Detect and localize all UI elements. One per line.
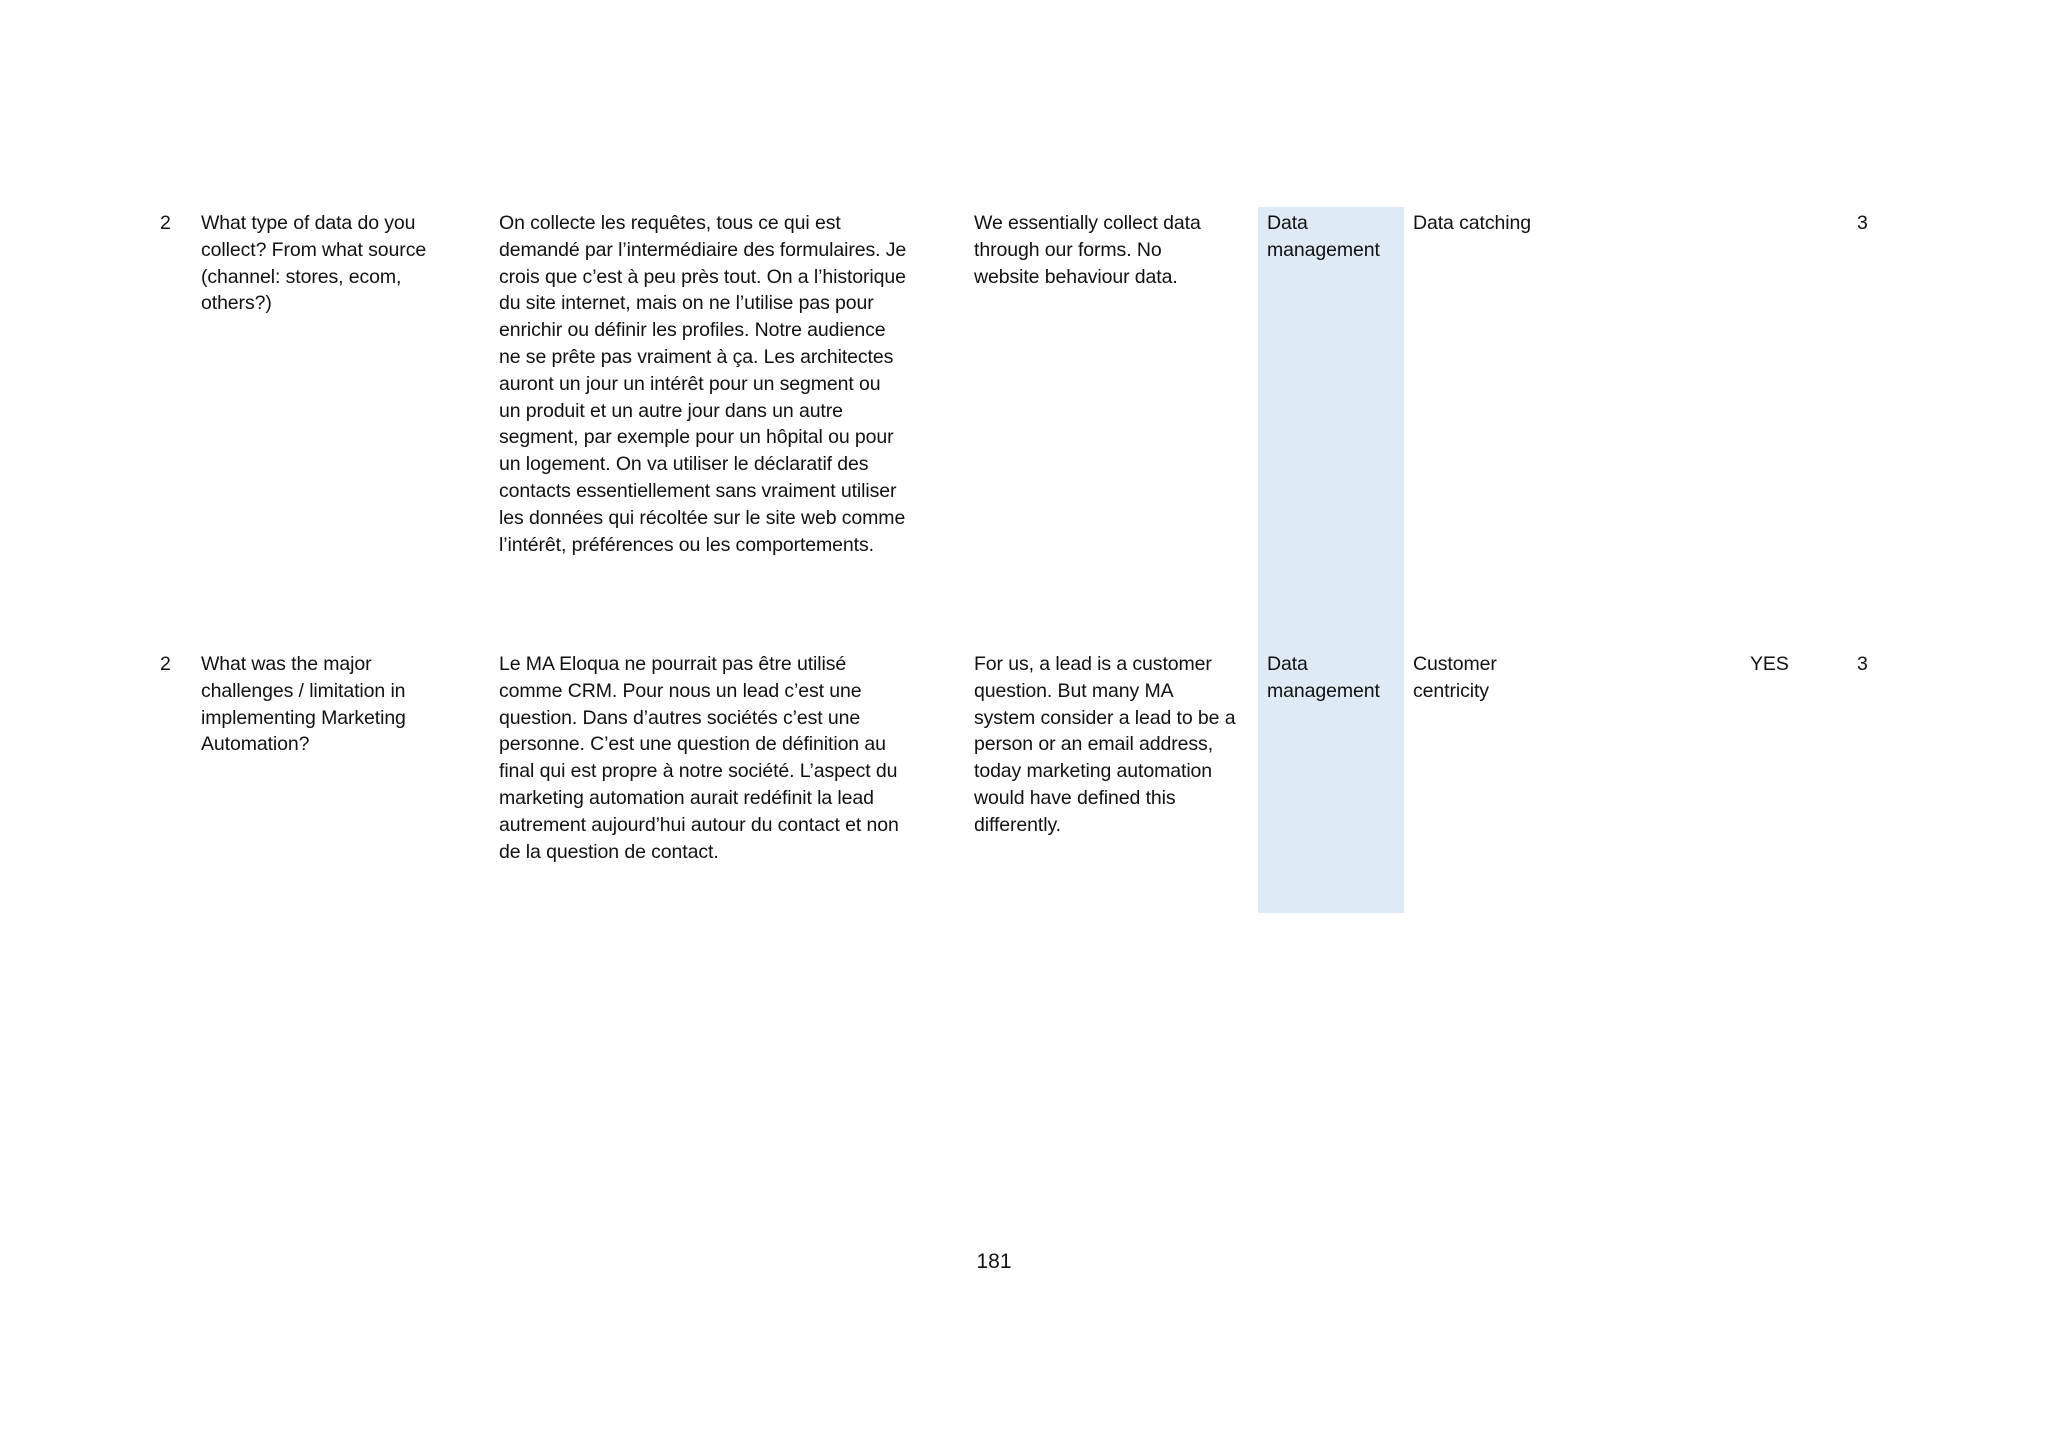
- answer-en-line: For us, a lead is a customer: [974, 653, 1212, 675]
- subcategory-cell: [1413, 210, 1531, 237]
- answer-fr-line: question. Dans d’autres sociétés c’est une: [499, 706, 861, 729]
- question-line: What type of data do you: [201, 212, 416, 234]
- answer-fr-line: Le MA Eloqua ne pourrait pas être utilisé: [499, 653, 847, 675]
- answer-en-line: differently.: [974, 813, 1061, 836]
- category-line: Data: [1267, 212, 1308, 234]
- score-cell: 3: [1857, 653, 1868, 675]
- answer-fr-line: un logement. On va utiliser le déclaratif des: [499, 453, 869, 476]
- subcategory-line: centricity: [1413, 679, 1489, 702]
- answer-fr-line: On collecte les requêtes, tous ce qui est: [499, 212, 841, 234]
- answer-fr-line: demandé par l’intermédiaire des formulaires. Je: [499, 238, 907, 261]
- category-line: management: [1267, 679, 1380, 702]
- row-number: 2: [160, 653, 171, 675]
- answer-en-line: person or an email address,: [974, 733, 1214, 756]
- question-line: What was the major: [201, 653, 372, 675]
- answer-fr-line: comme CRM. Pour nous un lead c’est une: [499, 679, 862, 702]
- subcategory-line: Data catching: [1413, 212, 1531, 234]
- answer-fr-line: de la question de contact.: [499, 840, 719, 863]
- answer-fr-line: l’intérêt, préférences ou les comportements.: [499, 533, 874, 556]
- answer-en-line: today marketing automation: [974, 760, 1213, 783]
- answer-fr-line: ne se prête pas vraiment à ça. Les architectes: [499, 345, 894, 368]
- question-line: implementing Marketing: [201, 706, 406, 729]
- subcategory-line: Customer: [1413, 653, 1497, 675]
- question-line: (channel: stores, ecom,: [201, 265, 402, 288]
- answer-fr-line: segment, par exemple pour un hôpital ou pour: [499, 426, 894, 449]
- question-line: collect? From what source: [201, 238, 427, 261]
- subcategory-cell: [1413, 651, 1497, 705]
- answer-en-line: website behaviour data.: [974, 265, 1178, 288]
- category-cell: [1267, 210, 1380, 264]
- answer-en-line: would have defined this: [974, 786, 1176, 809]
- score-cell: 3: [1857, 212, 1868, 234]
- answer-fr-line: personne. C’est une question de définition au: [499, 733, 886, 756]
- english-answer-cell: [974, 210, 1201, 290]
- question-cell: [201, 210, 426, 317]
- answer-fr-line: final qui est propre à notre société. L’aspect du: [499, 760, 898, 783]
- answer-fr-line: un produit et un autre jour dans un autre: [499, 399, 843, 422]
- question-cell: [201, 651, 406, 758]
- row-number: 2: [160, 212, 171, 234]
- flag-cell: YES: [1750, 653, 1789, 675]
- answer-fr-line: du site internet, mais on ne l’utilise pas pour: [499, 292, 874, 315]
- answer-en-line: question. But many MA: [974, 679, 1174, 702]
- answer-fr-line: les données qui récoltée sur le site web comme: [499, 506, 906, 529]
- answer-en-line: We essentially collect data: [974, 212, 1201, 234]
- answer-fr-line: auront un jour un intérêt pour un segment ou: [499, 372, 881, 395]
- answer-fr-line: enrichir ou définir les profiles. Notre audience: [499, 319, 886, 342]
- category-line: management: [1267, 238, 1380, 261]
- table-row: [0, 207, 2048, 647]
- table-row: [0, 648, 2048, 913]
- category-line: Data: [1267, 653, 1308, 675]
- answer-fr-line: crois que c’est à peu près tout. On a l’historique: [499, 265, 906, 288]
- english-answer-cell: [974, 651, 1235, 839]
- answer-fr-line: autrement aujourd’hui autour du contact et non: [499, 813, 899, 836]
- question-line: Automation?: [201, 733, 310, 756]
- question-line: others?): [201, 292, 272, 315]
- answer-fr-line: contacts essentiellement sans vraiment utiliser: [499, 479, 897, 502]
- category-cell: [1267, 651, 1380, 705]
- answer-fr-line: marketing automation aurait redéfinit la lead: [499, 786, 874, 809]
- french-answer-cell: [499, 651, 899, 865]
- page-number: 181: [976, 1250, 1012, 1273]
- french-answer-cell: [499, 210, 906, 558]
- answer-en-line: through our forms. No: [974, 238, 1162, 261]
- question-line: challenges / limitation in: [201, 679, 406, 702]
- answer-en-line: system consider a lead to be a: [974, 706, 1236, 729]
